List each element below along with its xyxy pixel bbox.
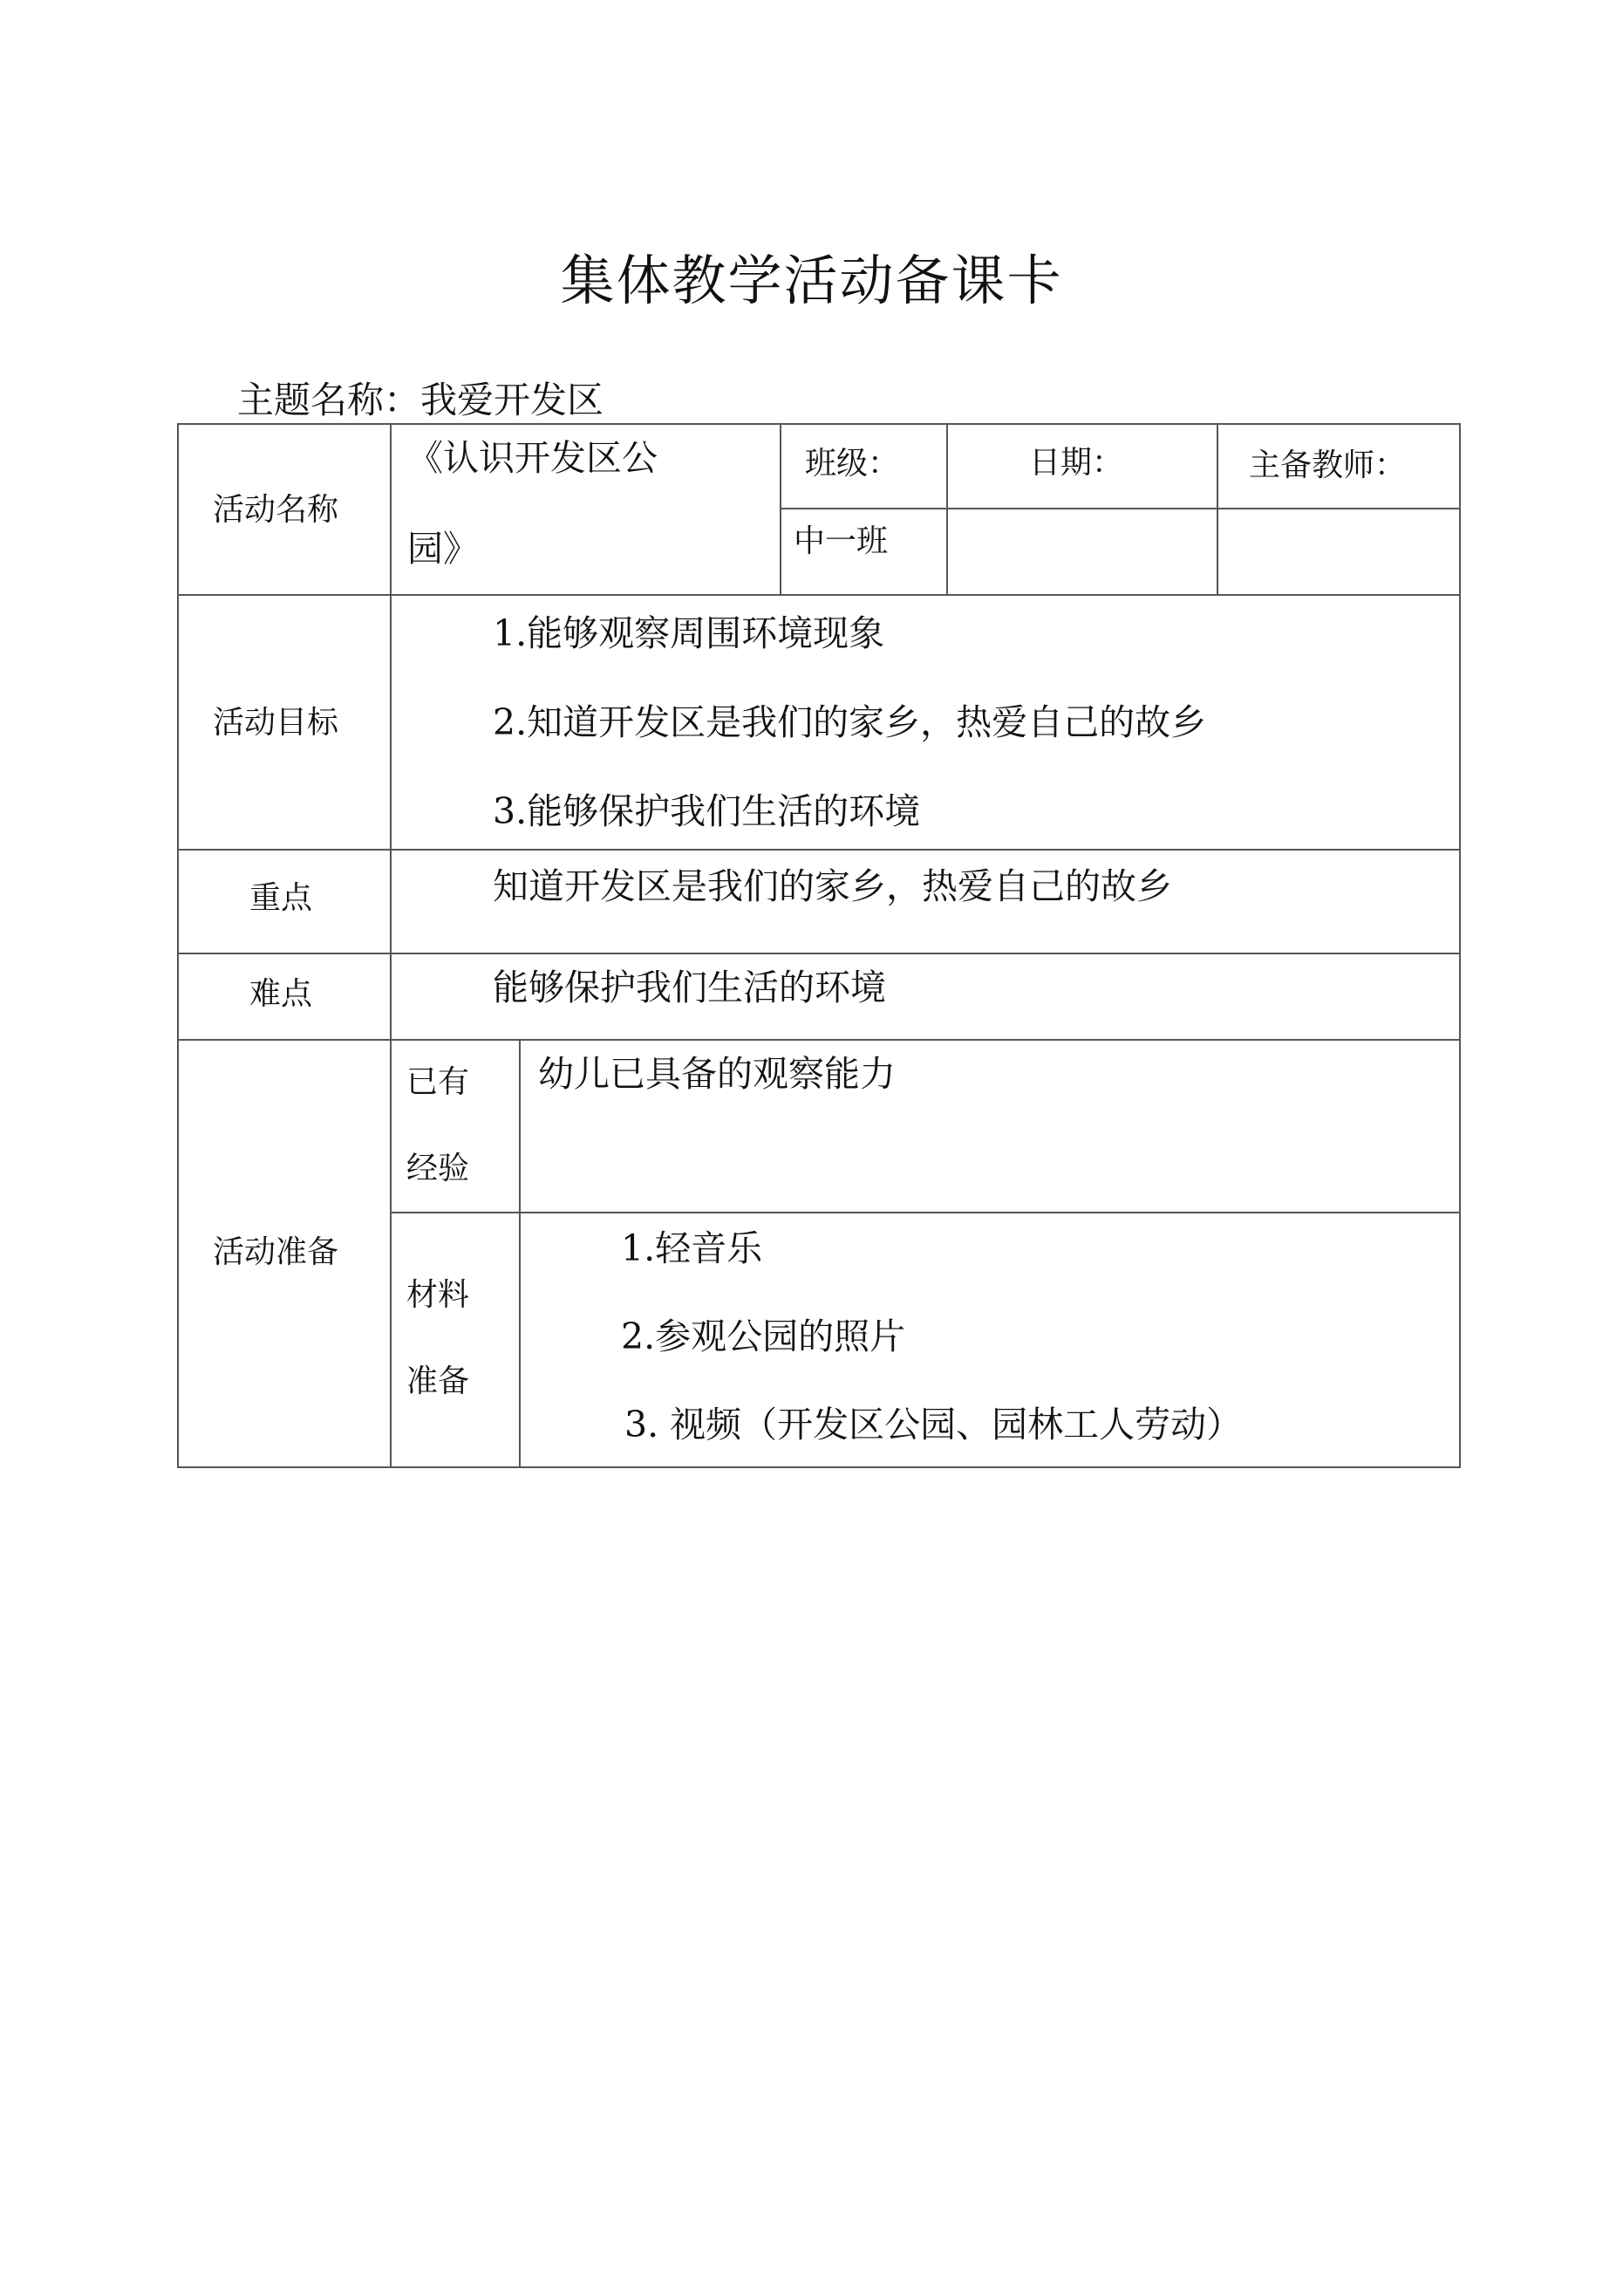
materials-label-line1: 材料 [406, 1277, 470, 1313]
table-rule [390, 1212, 1461, 1213]
goal-item: 2.知道开发区是我们的家乡，热爱自己的故乡 [493, 701, 1207, 743]
material-item: 1.轻音乐 [621, 1227, 763, 1269]
table-rule [177, 1039, 1461, 1041]
experience-label-line2: 经验 [406, 1151, 470, 1186]
key-point-label: 重点 [249, 880, 313, 916]
teacher-label: 主备教师： [1249, 448, 1407, 483]
experience-label-line1: 已有 [406, 1064, 470, 1100]
theme-value: 我爱开发区 [420, 379, 604, 421]
goals-label: 活动目标 [213, 705, 339, 741]
theme-line [237, 372, 604, 424]
difficulty: 能够保护我们生活的环境 [493, 967, 886, 1008]
materials-label-line2: 准备 [406, 1363, 470, 1399]
prep-label: 活动准备 [213, 1234, 339, 1270]
goal-item: 3.能够保护我们生活的环境 [493, 790, 921, 832]
activity-name-value-line1: 《认识开发区公 [407, 437, 658, 479]
table-rule [177, 849, 1461, 851]
material-item: 2.参观公园的照片 [621, 1315, 906, 1357]
table-rule [780, 423, 781, 596]
class-label: 班级： [805, 446, 900, 482]
class-value: 中一班 [794, 523, 889, 559]
material-item: 3. 视频（开发区公园、园林工人劳动） [624, 1404, 1243, 1445]
theme-label: 主题名称： [237, 379, 421, 421]
table-border-left [177, 423, 179, 1468]
table-border-bottom [177, 1466, 1461, 1468]
goal-item: 1.能够观察周围环境现象 [493, 612, 885, 654]
table-rule [390, 423, 392, 1468]
activity-name-label: 活动名称 [213, 492, 339, 528]
table-rule [1217, 423, 1218, 596]
table-rule [177, 953, 1461, 954]
difficulty-label: 难点 [249, 976, 313, 1012]
table-rule [946, 423, 948, 596]
activity-name-value-line2: 园》 [407, 528, 479, 570]
page-title: 集体教学活动备课卡 [560, 249, 1063, 312]
table-rule [519, 1039, 521, 1468]
table-border-top [177, 423, 1461, 425]
key-point: 知道开发区是我们的家乡，热爱自己的故乡 [493, 865, 1172, 907]
date-label: 日期： [1029, 445, 1124, 481]
table-border-right [1459, 423, 1461, 1468]
table-rule [780, 508, 1461, 509]
table-rule [177, 594, 1461, 596]
experience: 幼儿已具备的观察能力 [538, 1053, 896, 1095]
